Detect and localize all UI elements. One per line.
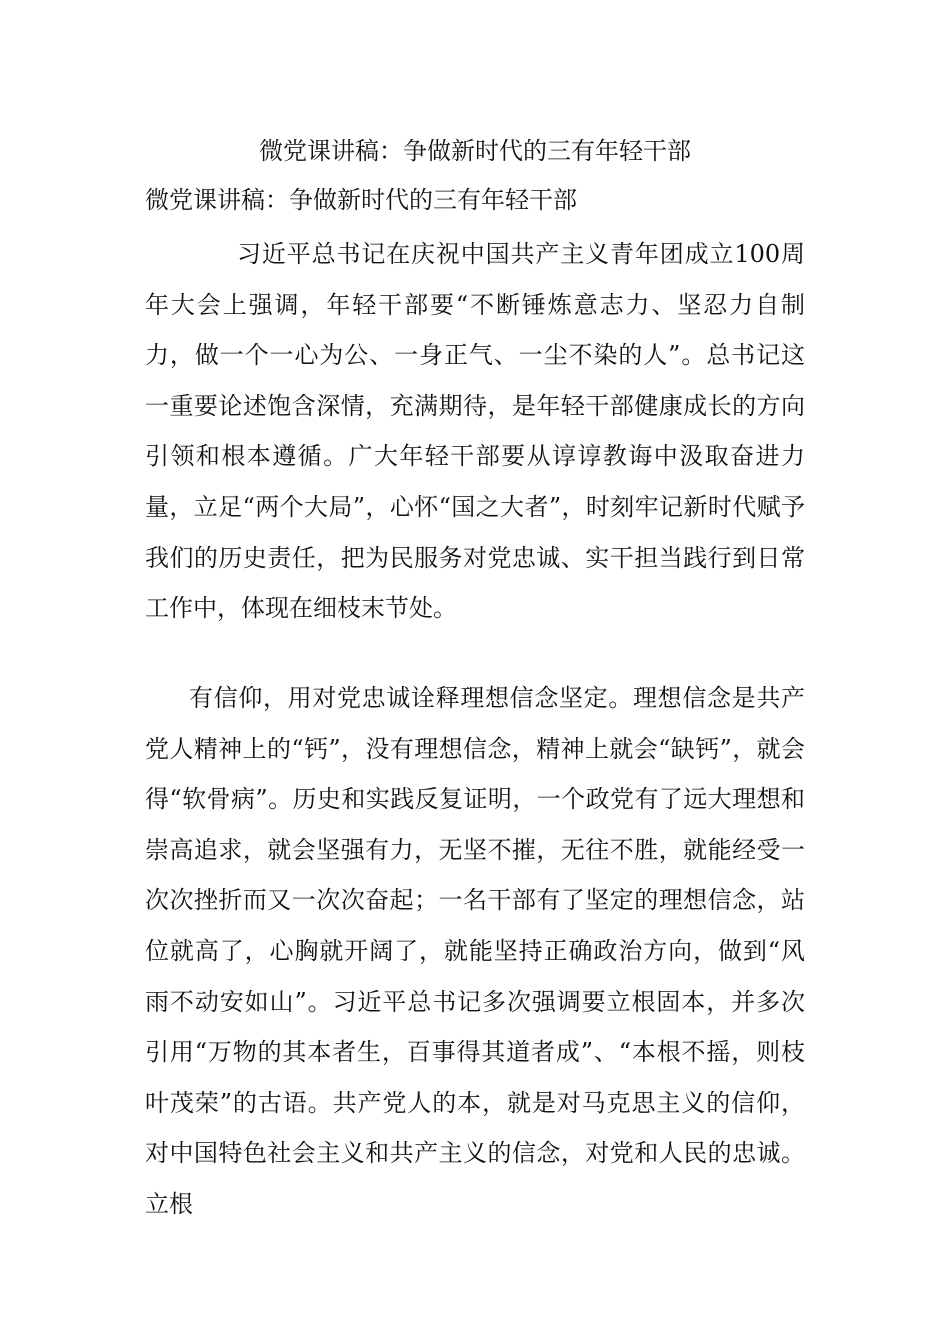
paragraph-1: 习近平总书记在庆祝中国共产主义青年团成立100周年大会上强调，年轻干部要“不断锤炼意志力、坚忍力自制力，做一个一心为公、一身正气、一尘不染的人”。总书记这一重要论述饱含深情，充满期待，是年轻干部健康成长的方向引领和根本遵循。广大年轻干部要从谆谆教诲中汲取奋进力量，立足“两个大局”，心怀“国之大者”，时刻牢记新时代赋予我们的历史责任，把为民服务对党忠诚、实干担当践行到日常工作中，体现在细枝末节处。 xyxy=(145,240,805,623)
document-subtitle: 微党课讲稿：争做新时代的三有年轻干部 xyxy=(145,186,577,214)
paragraph-2: 有信仰，用对党忠诚诠释理想信念坚定。理想信念是共产党人精神上的“钙”，没有理想信念，精神上就会“缺钙”，就会得“软骨病”。历史和实践反复证明，一个政党有了远大理想和崇高追求，就会坚强有力，无坚不摧，无往不胜，就能经受一次次挫折而又一次次奋起；一名干部有了坚定的理想信念，站位就高了，心胸就开阔了，就能坚持正确政治方向，做到“风雨不动安如山”。习近平总书记多次强调要立根固本，并多次引用“万物的其本者生，百事得其道者成”、“本根不摇，则枝叶茂荣”的古语。共产党人的本，就是对马克思主义的信仰，对中国特色社会主义和共产主义的信念，对党和人民的忠诚。立根 xyxy=(145,684,805,1218)
document-title: 微党课讲稿：争做新时代的三有年轻干部 xyxy=(259,137,691,165)
